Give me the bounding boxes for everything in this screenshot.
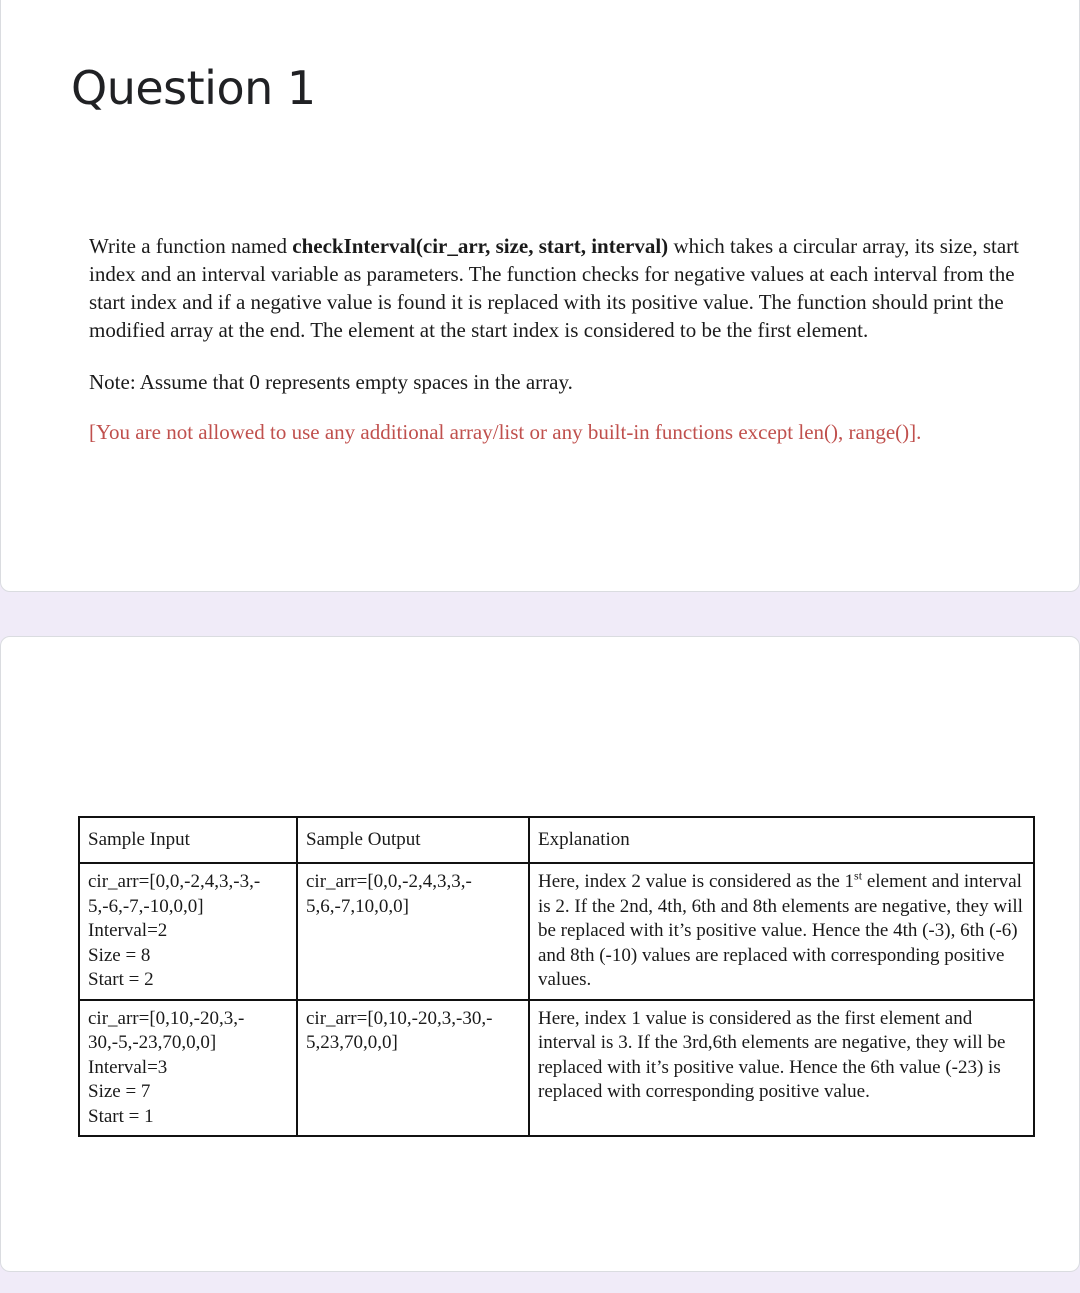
table-row xyxy=(79,1000,1034,1137)
sample-output-cell: cir_arr=[0,0,-2,4,3,3,- 5,6,-7,10,0,0] xyxy=(297,863,529,1000)
question-note: Note: Assume that 0 represents empty spaces in the array. xyxy=(89,370,573,394)
question-prompt: Write a function named checkInterval(cir_arr, size, start, interval) which takes a circular array, its size, start index and an interval variable as parameters. The function checks for negative values at each interval from the start index and if a negative value is found it is replaced with its positive value. The function should print the modified array at the end. The element at the start index is considered to be the first element. xyxy=(89,234,1020,342)
question-restriction: [You are not allowed to use any additional array/list or any built-in functions except len(), range()]. xyxy=(89,420,922,444)
sample-table xyxy=(78,816,1035,1137)
table-row xyxy=(79,863,1034,1000)
sample-input-cell: cir_arr=[0,0,-2,4,3,-3,- 5,-6,-7,-10,0,0] Interval=2 Size = 8 Start = 2 xyxy=(79,863,297,1000)
function-signature: checkInterval(cir_arr, size, start, interval) xyxy=(292,234,669,258)
header-explanation: Explanation xyxy=(529,817,1034,863)
explanation-cell: Here, index 2 value is considered as the 1st element and interval is 2. If the 2nd, 4th, 6th and 8th elements are negative, they will be replaced with it’s positive value. Hence the 4th (-3), 6th (-6) and 8th (-10) values are replaced with corresponding positive values. xyxy=(529,863,1034,1000)
explanation-cell: Here, index 1 value is considered as the first element and interval is 3. If the 3rd,6th elements are negative, they will be replaced with it’s positive value. Hence the 6th value (-23) is replaced with corresponding positive value. xyxy=(529,1000,1034,1137)
sample-output-cell: cir_arr=[0,10,-20,3,-30,- 5,23,70,0,0] xyxy=(297,1000,529,1137)
header-sample-input: Sample Input xyxy=(79,817,297,863)
question-description xyxy=(89,232,1039,446)
question-card xyxy=(0,0,1080,592)
question-title: Question 1 xyxy=(71,61,316,115)
table-header-row xyxy=(79,817,1034,863)
sample-input-cell: cir_arr=[0,10,-20,3,- 30,-5,-23,70,0,0] Interval=3 Size = 7 Start = 1 xyxy=(79,1000,297,1137)
header-sample-output: Sample Output xyxy=(297,817,529,863)
